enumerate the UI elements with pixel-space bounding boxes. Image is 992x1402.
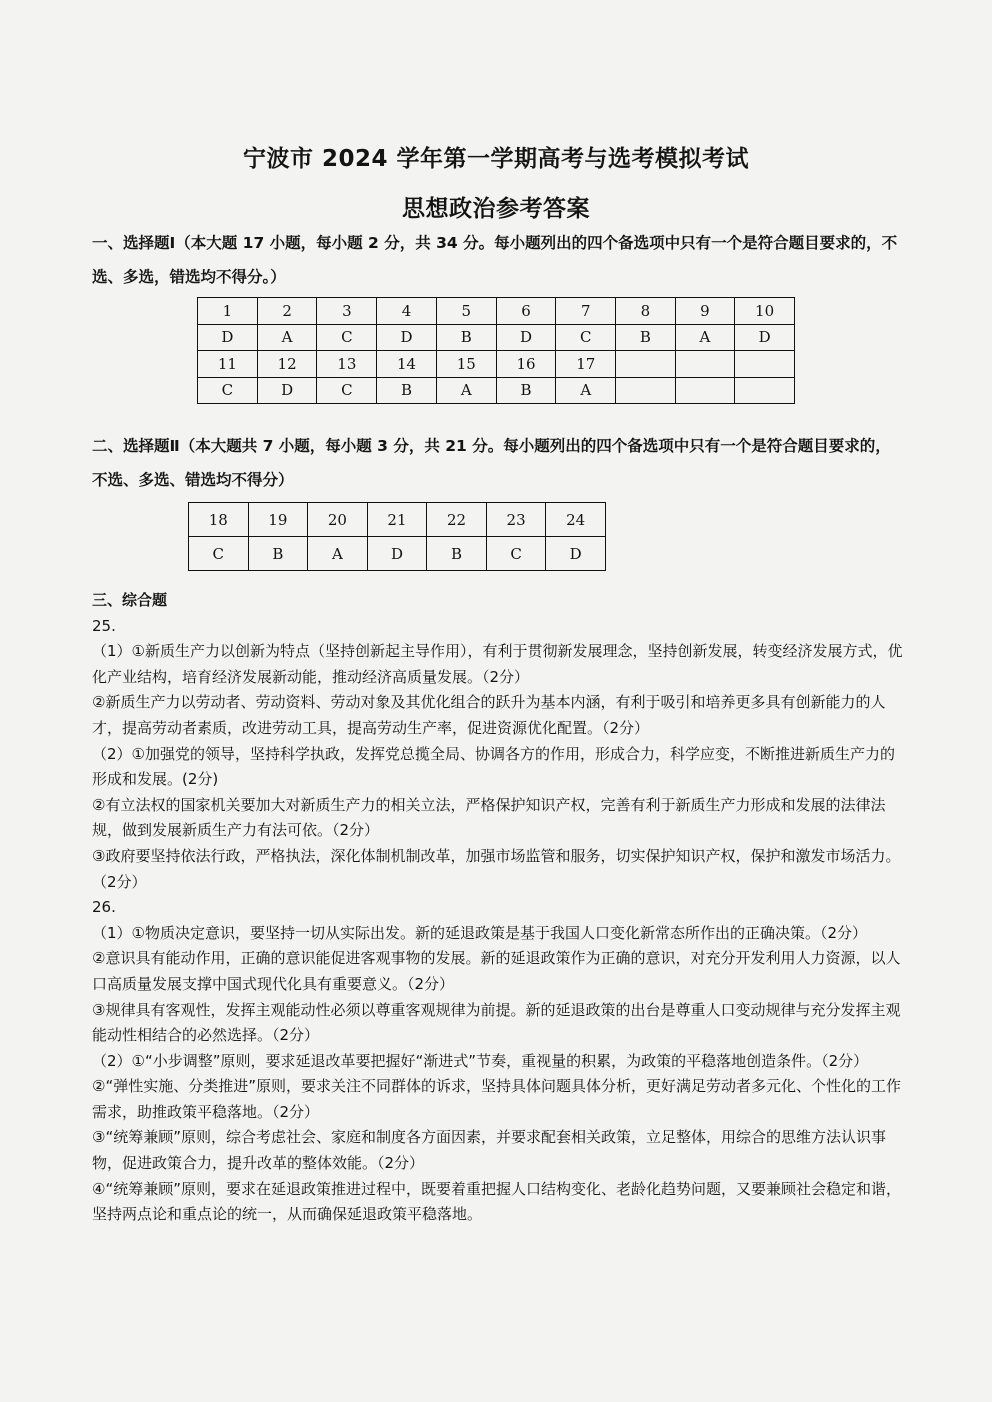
answer-paragraph: ③规律具有客观性，发挥主观能动性必须以尊重客观规律为前提。新的延退政策的出台是尊重人口变动规律与充分发挥主观能动性相结合的必然选择。（2分） (92, 1000, 901, 1045)
table-cell: A (436, 377, 496, 404)
table-cell: 10 (735, 298, 795, 325)
answer-paragraph: ④“统筹兼顾”原则，要求在延退政策推进过程中，既要着重把握人口结构变化、老龄化趋势问题，又要兼顾社会稳定和谐，坚持两点论和重点论的统一，从而确保延退政策平稳落地。 (92, 1179, 901, 1224)
table-cell: 8 (616, 298, 676, 325)
table-cell: A (257, 324, 317, 351)
table-cell: C (198, 377, 258, 404)
table-cell: D (546, 537, 606, 571)
answer-paragraph: （1）①新质生产力以创新为特点（坚持创新起主导作用），有利于贯彻新发展理念，坚持创新发展，转变经济发展方式，优化产业结构，培育经济发展新动能，推动经济高质量发展。（2分） (92, 642, 903, 686)
table-cell: C (317, 324, 377, 351)
section1-heading: 一、选择题Ⅰ（本大题 17 小题，每小题 2 分，共 34 分。每小题列出的四个备选项中只有一个是符合题目要求的，不选、多选，错选均不得分。） (92, 234, 898, 286)
table-cell: B (427, 537, 487, 571)
table-cell: D (496, 324, 556, 351)
table-cell (675, 377, 735, 404)
table-cell: 3 (317, 298, 377, 325)
table-cell: D (377, 324, 437, 351)
answer-paragraph: ②有立法权的国家机关要加大对新质生产力的相关立法，严格保护知识产权，完善有利于新质生产力形成和发展的法律法规，做到发展新质生产力有法可依。（2分） (92, 795, 886, 840)
table-cell: 1 (198, 298, 258, 325)
table-cell: 7 (556, 298, 616, 325)
table-cell: A (675, 324, 735, 351)
table-cell (616, 351, 676, 378)
section3-paragraphs (92, 614, 904, 1228)
answer-paragraph: （1）①物质决定意识，要坚持一切从实际出发。新的延退政策是基于我国人口变化新常态所作出的正确决策。（2分） (92, 923, 868, 942)
table-cell: 24 (546, 503, 606, 537)
table-cell: 16 (496, 351, 556, 378)
table-cell: C (317, 377, 377, 404)
table-cell: 19 (248, 503, 308, 537)
table-row (189, 537, 606, 571)
table-cell (616, 377, 676, 404)
table-cell: A (308, 537, 368, 571)
table-row (198, 324, 795, 351)
answer-paragraph: ③“统筹兼顾”原则，综合考虑社会、家庭和制度各方面因素，并要求配套相关政策，立足整体，用综合的思维方法认识事物，促进政策合力，提升改革的整体效能。（2分） (92, 1128, 886, 1173)
table-cell: B (377, 377, 437, 404)
answer-paragraph: （2）①“小步调整”原则，要求延退改革要把握好“渐进式”节奏，重视量的积累，为政策的平稳落地创造条件。（2分） (92, 1051, 869, 1070)
table-row (198, 351, 795, 378)
answer-paragraph: ②意识具有能动作用，正确的意识能促进客观事物的发展。新的延退政策作为正确的意识，对充分开发利用人力资源，以人口高质量发展支撑中国式现代化具有重要意义。（2分） (92, 949, 901, 993)
table-cell (675, 351, 735, 378)
table-cell: C (556, 324, 616, 351)
table-cell: 12 (257, 351, 317, 378)
table-row (189, 503, 606, 537)
table-cell: 22 (427, 503, 487, 537)
table-cell: 20 (308, 503, 368, 537)
answer-paragraph: 25. (92, 616, 116, 635)
answer-paragraph: ②新质生产力以劳动者、劳动资料、劳动对象及其优化组合的跃升为基本内涵，有利于吸引和培养更多具有创新能力的人才，提高劳动者素质，改进劳动工具，提高劳动生产率，促进资源优化配置。（2分） (92, 693, 886, 737)
table-cell: 18 (189, 503, 249, 537)
table-cell: 11 (198, 351, 258, 378)
table-cell: C (486, 537, 546, 571)
table-cell: A (556, 377, 616, 404)
table-cell: B (496, 377, 556, 404)
table-cell: B (436, 324, 496, 351)
table-cell: C (189, 537, 249, 571)
table-cell (735, 377, 795, 404)
table-cell: 6 (496, 298, 556, 325)
table-cell: B (616, 324, 676, 351)
answer-paragraph: ②“弹性实施、分类推进”原则，要求关注不同群体的诉求，坚持具体问题具体分析，更好满足劳动者多元化、个性化的工作需求，助推政策平稳落地。（2分） (92, 1077, 901, 1121)
table-row (198, 298, 795, 325)
table-cell: 5 (436, 298, 496, 325)
answer-paragraph: 26. (92, 898, 116, 917)
table-cell: 9 (675, 298, 735, 325)
table-cell: 4 (377, 298, 437, 325)
table-cell: 21 (367, 503, 427, 537)
section3-content (92, 588, 904, 1228)
table-cell (735, 351, 795, 378)
answer-paragraph: ③政府要坚持依法行政，严格执法，深化体制机制改革，加强市场监管和服务，切实保护知识产权，保护和激发市场活力。（2分） (92, 846, 901, 891)
section1-answer-table (197, 297, 795, 404)
table-cell: 17 (556, 351, 616, 378)
table-cell: D (198, 324, 258, 351)
section2-answer-table (188, 502, 606, 571)
answer-paragraph: （2）①加强党的领导，坚持科学执政，发挥党总揽全局、协调各方的作用，形成合力，科学应变，不断推进新质生产力的形成和发展。(2分) (92, 744, 895, 789)
table-cell: 15 (436, 351, 496, 378)
table-cell: D (735, 324, 795, 351)
page-title: 宁波市 2024 学年第一学期高考与选考模拟考试 (242, 146, 750, 172)
section2-heading: 二、选择题Ⅱ（本大题共 7 小题，每小题 3 分，共 21 分。每小题列出的四个备选项中只有一个是符合题目要求的，不选、多选、错选均不得分） (92, 437, 891, 489)
table-cell: B (248, 537, 308, 571)
table-cell: 2 (257, 298, 317, 325)
table-cell: D (367, 537, 427, 571)
table-cell: D (257, 377, 317, 404)
table-row (198, 377, 795, 404)
table-cell: 14 (377, 351, 437, 378)
page-subtitle: 思想政治参考答案 (402, 196, 590, 222)
section3-heading: 三、综合题 (92, 591, 168, 609)
table-cell: 23 (486, 503, 546, 537)
table-cell: 13 (317, 351, 377, 378)
